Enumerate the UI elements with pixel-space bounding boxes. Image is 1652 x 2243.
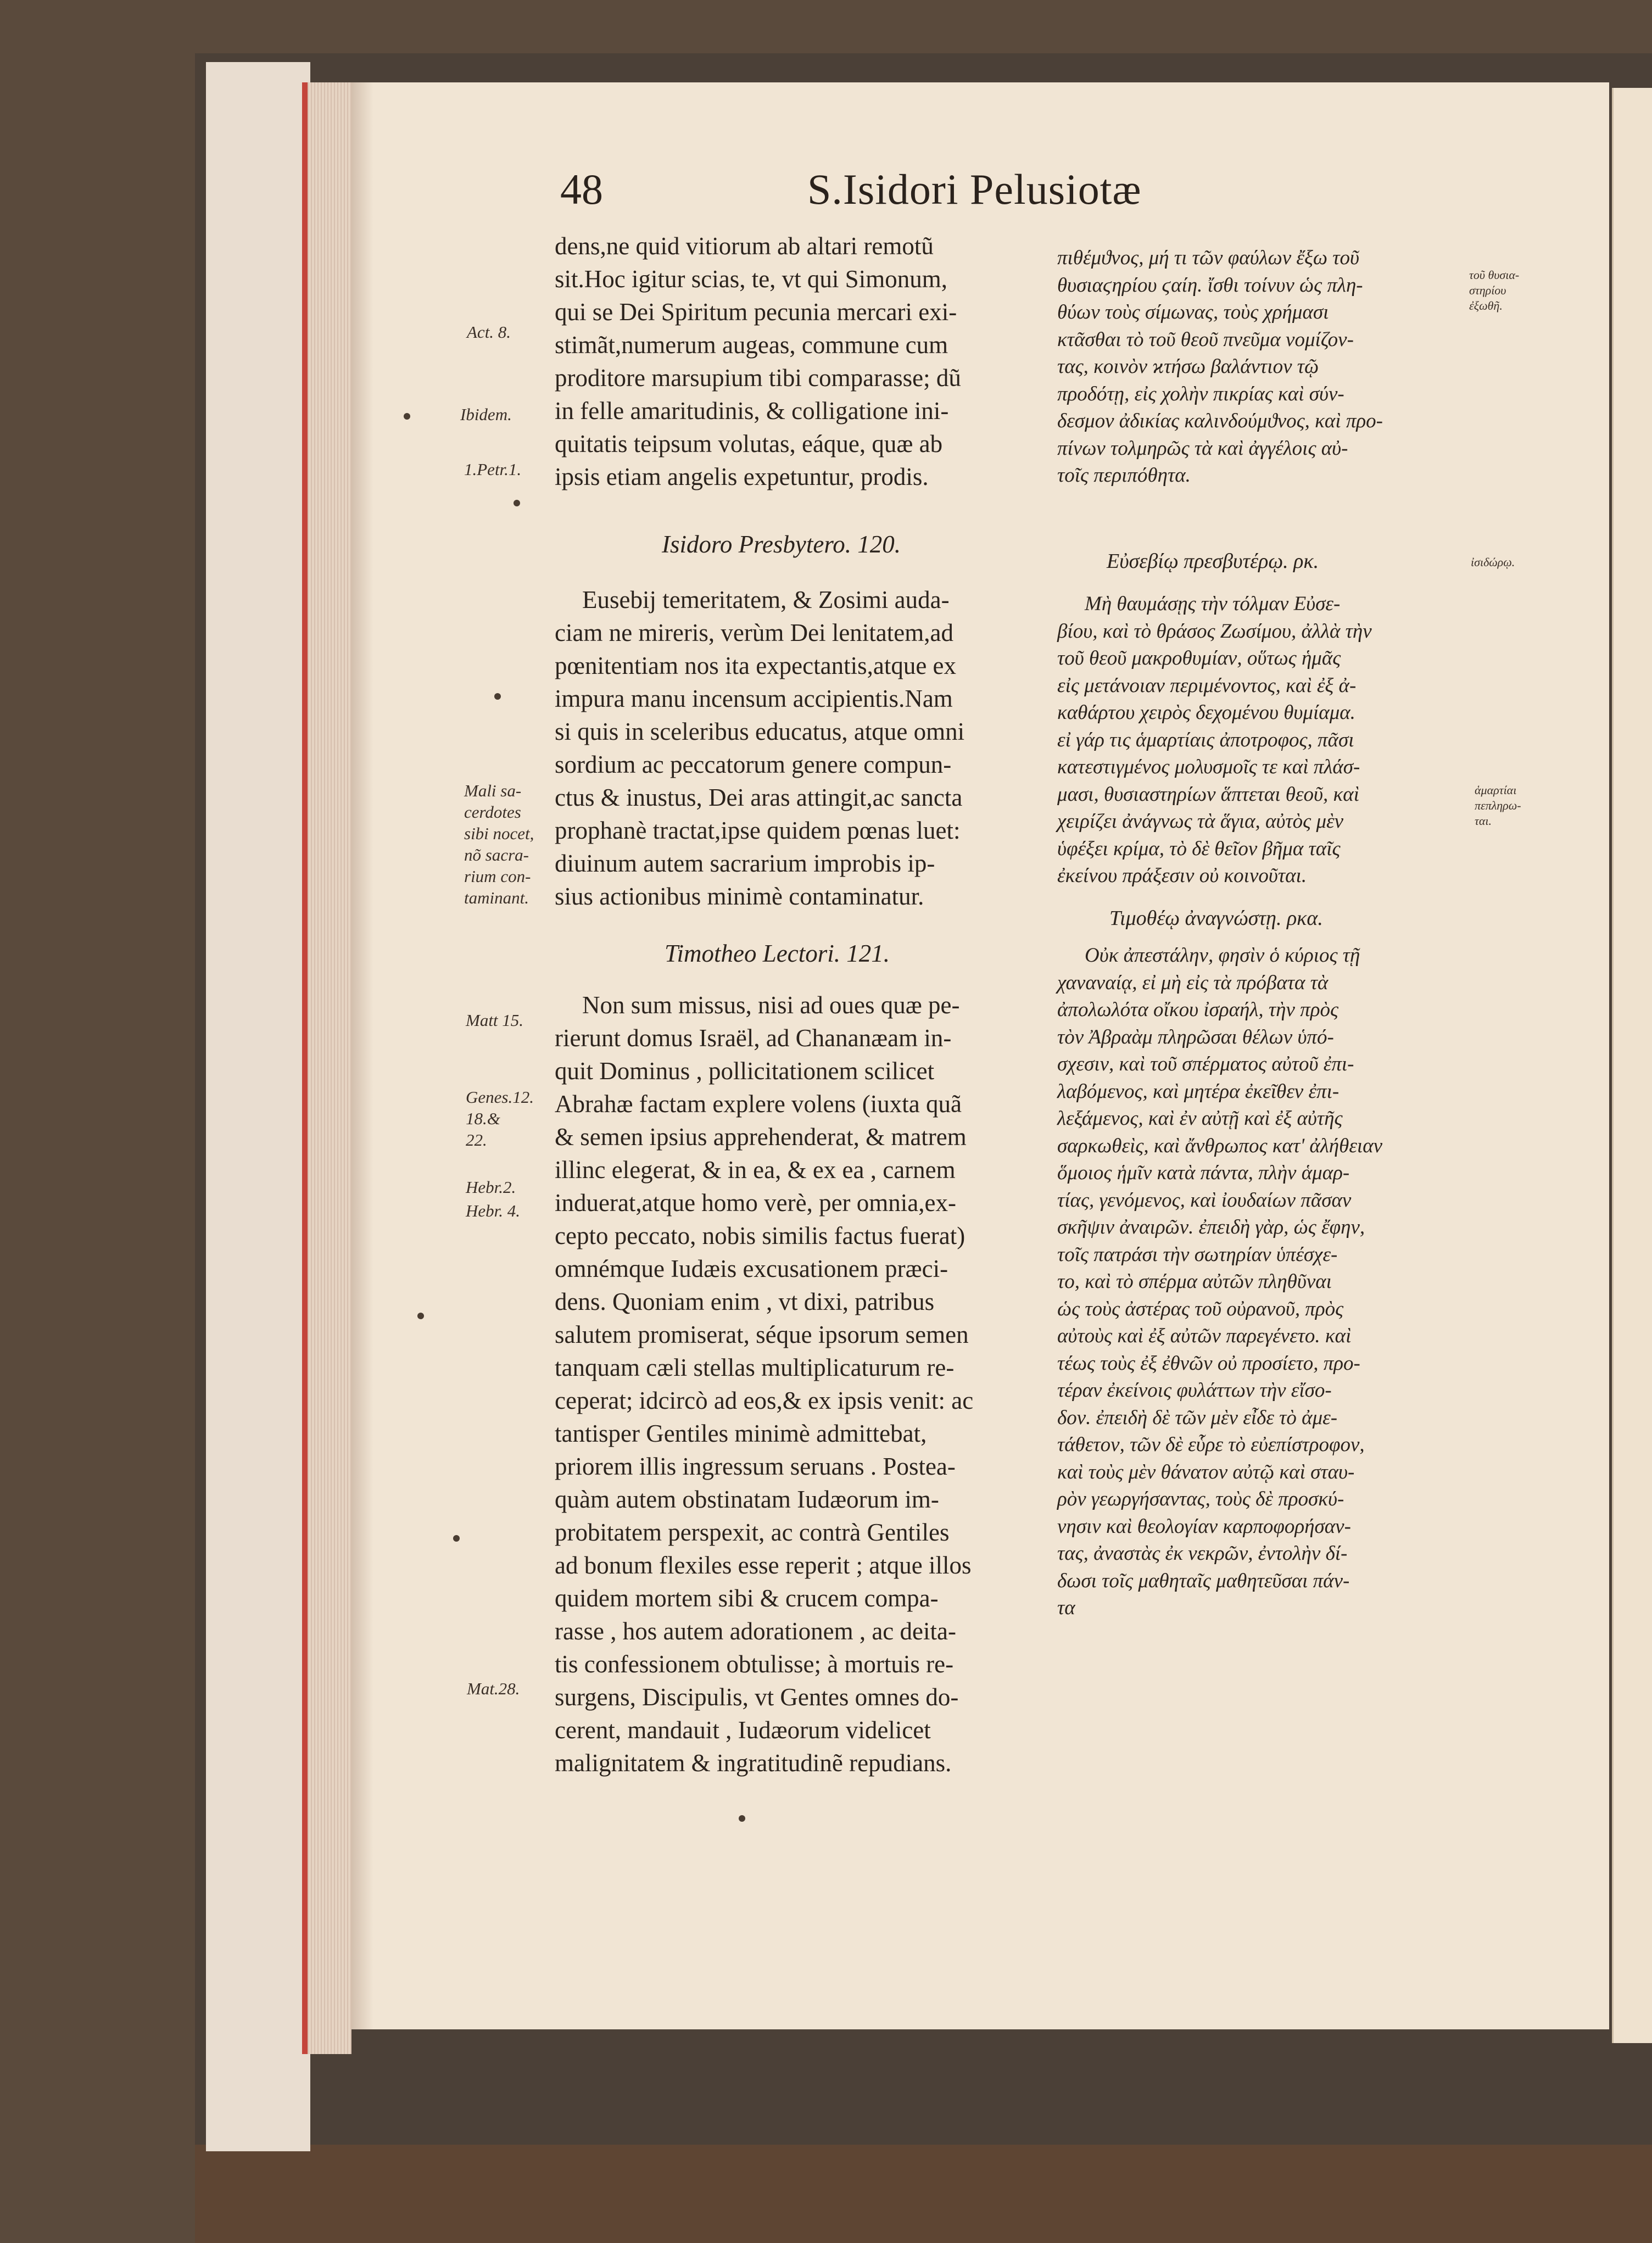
greek-text-line: τοῖς πατράσι τὴν σωτηρίαν ὑπέσχε- (1057, 1243, 1338, 1266)
greek-text-line: κτᾶσθαι τὸ τοῦ θεοῦ πνεῦμα νομίζον- (1057, 328, 1354, 351)
latin-text-line: pœnitentiam nos ita expectantis,atque ex (555, 652, 957, 679)
greek-text-line: σχεσιν, καὶ τοῦ σπέρματος αὐτοῦ ἐπι- (1057, 1053, 1354, 1075)
pastedown-paper (206, 62, 310, 2151)
margin-note-acts: Act. 8. (467, 322, 511, 342)
margin-note-line: cerdotes (464, 802, 521, 822)
latin-text-line: ciam ne mireris, verùm Dei lenitatem,ad (555, 619, 953, 646)
latin-text-line: sordium ac peccatorum genere compun- (555, 751, 952, 778)
greek-text-line: ὡς τοὺς ἀστέρας τοῦ οὐρανοῦ, πρὸς (1057, 1297, 1344, 1320)
greek-margin-note-line: ται. (1475, 814, 1492, 828)
greek-text-line: Οὐκ ἀπεστάλην, φησὶν ὁ κύριος τῇ (1085, 944, 1360, 967)
greek-text-line: ρὸν γεωργήσαντας, τοὺς δὲ προσκύ- (1057, 1488, 1344, 1510)
pin-hole (514, 500, 520, 506)
greek-margin-note-line: ἁμαρτίαι (1475, 783, 1517, 797)
latin-text-line: ad bonum flexiles esse reperit ; atque illos (555, 1552, 972, 1579)
binding-board-lower (195, 2145, 1652, 2243)
pin-hole (404, 413, 410, 420)
greek-text-line: θύων τοὺς σίμωνας, τοὺς χρήμασι (1057, 301, 1329, 323)
latin-text-line: tantisper Gentiles minimè admittebat, (555, 1420, 927, 1447)
greek-text-line: χαναναίᾳ, εἰ μὴ εἰς τὰ πρόβατα τὰ (1057, 971, 1329, 994)
latin-text-line: Abrahæ factam explere volens (iuxta quã (555, 1090, 962, 1118)
margin-note-matt15: Matt 15. (466, 1011, 524, 1030)
margin-note-line: Genes.12. (466, 1087, 534, 1107)
latin-text-line: cerent, mandauit , Iudæorum videlicet (555, 1716, 931, 1744)
greek-text-line: μασι, θυσιαστηρίων ἅπτεται θεοῦ, καὶ (1057, 783, 1359, 806)
greek-text-line: ὅμοιος ἡμῖν κατὰ πάντα, πλὴν ἁμαρ- (1057, 1162, 1350, 1184)
latin-text-line: tis confessionem obtulisse; à mortuis re- (555, 1650, 954, 1678)
margin-note-line: taminant. (464, 888, 529, 907)
margin-note-line: 22. (466, 1130, 487, 1150)
latin-text-line: quit Dominus , pollicitationem scilicet (555, 1057, 935, 1085)
greek-text-line: λαβόμενος, καὶ μητέρα ἐκεῖθεν ἐπι- (1057, 1080, 1340, 1103)
latin-text-line: induerat,atque homo verè, per omnia,ex- (555, 1189, 956, 1217)
page-stack (308, 82, 351, 2054)
greek-text-line: τέως τοὺς ἐξ ἐθνῶν οὐ προσίετο, προ- (1057, 1352, 1360, 1375)
greek-letter-heading-rk: Εὐσεβίῳ πρεσβυτέρῳ. ρκ. (1107, 550, 1319, 573)
greek-text-line: καθάρτου χειρὸς δεχομένου θυμίαμα. (1057, 701, 1355, 724)
greek-text-line: θυσιαϛηρίου ϛαίη. ἴσθι τοίνυν ὡς πλη- (1057, 274, 1363, 297)
greek-text-line: τοῦ θεοῦ μακροθυμίαν, οὕτως ἡμᾶς (1057, 647, 1341, 669)
greek-text-line: ἀπολωλότα οἴκου ἰσραήλ, τὴν πρὸς (1057, 998, 1338, 1021)
greek-text-line: ὑφέξει κρίμα, τὸ δὲ θεῖον βῆμα ταῖς (1057, 837, 1341, 860)
greek-margin-note-thysiastiriou (1469, 267, 1519, 314)
latin-text-line: malignitatem & ingratitudinẽ repudians. (555, 1749, 952, 1777)
greek-text-line: δον. ἐπειδὴ δὲ τῶν μὲν εἶδε τὸ ἀμε- (1057, 1406, 1338, 1429)
greek-text-line: δεσμον ἀδικίας καλινδούμϑνος, καὶ προ- (1057, 410, 1383, 432)
pin-hole (453, 1535, 460, 1542)
greek-margin-note-isidoro: ἰσιδώρῳ. (1471, 555, 1515, 569)
greek-text-line: εἰ γάρ τις ἁμαρτίαις ἀποτροφος, πᾶσι (1057, 728, 1354, 751)
latin-text-line: probitatem perspexit, ac contrà Gentiles (555, 1519, 950, 1546)
margin-note-petr: 1.Petr.1. (464, 460, 522, 479)
greek-text-line: αὐτοὺς καὶ ἐξ αὐτῶν παρεγένετο. καὶ (1057, 1325, 1352, 1347)
margin-note-mali-sacerdotes (464, 780, 534, 908)
margin-note-matt28: Mat.28. (467, 1679, 520, 1698)
latin-text-line: Non sum missus, nisi ad oues quæ pe- (582, 991, 960, 1019)
latin-text-line: surgens, Discipulis, vt Gentes omnes do- (555, 1683, 959, 1711)
latin-text-line: quidem mortem sibi & crucem compa- (555, 1584, 939, 1612)
latin-text-block-2 (555, 583, 1032, 913)
margin-note-line: nõ sacra- (464, 845, 529, 864)
margin-note-line: Mali sa- (464, 781, 522, 800)
greek-letter-heading-rka: Τιμοθέῳ ἀναγνώστῃ. ρκα. (1109, 907, 1323, 930)
latin-text-line: si quis in sceleribus educatus, atque omni (555, 718, 965, 745)
greek-text-block-3 (1057, 942, 1453, 1622)
margin-note-hebr2: Hebr.2. (466, 1178, 516, 1197)
greek-text-line: πιθέμϑνος, μή τι τῶν φαύλων ἔξω τοῦ (1057, 247, 1359, 269)
greek-text-line: λεξάμενος, καὶ ἐν αὐτῇ καὶ ἐξ αὐτῆς (1057, 1107, 1343, 1130)
greek-text-line: τέραν ἐκείνοις φυλάττων τὴν εἴσο- (1057, 1379, 1332, 1402)
greek-text-line: τας, ἀναστὰς ἐκ νεκρῶν, ἐντολὴν δί- (1057, 1542, 1348, 1565)
greek-text-line: ἐκείνου πράξεσιν οὐ κοινοῦται. (1057, 864, 1307, 887)
margin-note-line: rium con- (464, 867, 531, 886)
latin-text-line: omnémque Iudæis excusationem præci- (555, 1255, 948, 1282)
latin-text-line: illinc elegerat, & in ea, & ex ea , carnem (555, 1156, 956, 1184)
latin-text-line: tanquam cæli stellas multiplicaturum re- (555, 1354, 955, 1381)
latin-text-line: in felle amaritudinis, & colligatione ini- (555, 397, 949, 425)
latin-text-line: proditore marsupium tibi comparasse; dũ (555, 364, 961, 392)
greek-text-line: τὸν Ἀβραὰμ πληρῶσαι θέλων ὑπό- (1057, 1025, 1334, 1048)
greek-text-line: προδότῃ, εἰς χολὴν πικρίας καὶ σύν- (1057, 382, 1344, 405)
greek-text-line: εἰς μετάνοιαν περιμένοντος, καὶ ἐξ ἀ- (1057, 674, 1357, 697)
latin-text-line: sit.Hoc igitur scias, te, vt qui Simonum, (555, 265, 947, 293)
greek-text-line: σαρκωθεὶς, καὶ ἄνθρωπος κατ' ἀλήθειαν (1057, 1134, 1383, 1157)
latin-text-block-1 (555, 230, 1032, 493)
greek-text-line: τας, κοινὸν ϰτήσω βαλάντιον τῷ (1057, 355, 1319, 378)
greek-text-line: Μὴ θαυμάσῃς τὴν τόλμαν Εὐσε- (1085, 593, 1341, 615)
latin-text-line: salutem promiserat, séque ipsorum semen (555, 1321, 969, 1348)
greek-text-line: δωσι τοῖς μαθηταῖς μαθητεῦσαι πάν- (1057, 1569, 1350, 1592)
greek-text-line: σκῆψιν ἀναιρῶν. ἐπειδὴ γὰρ, ὡς ἔφην, (1057, 1216, 1365, 1238)
latin-text-line: priorem illis ingressum seruans . Postea- (555, 1453, 956, 1480)
pin-hole (494, 693, 501, 700)
greek-text-line: πίνων τολμηρῶς τὰ καὶ ἀγγέλοις αὐ- (1057, 437, 1348, 460)
greek-text-line: κατεστιγμένος μολυσμοῖς τε καὶ πλάσ- (1057, 756, 1360, 778)
latin-text-line: dens,ne quid vitiorum ab altari remotũ (555, 232, 934, 260)
latin-text-line: quitatis teipsum volutas, eáque, quæ ab (555, 430, 943, 457)
greek-text-line: νησιν καὶ θεολογίαν καρποφορήσαν- (1057, 1515, 1351, 1538)
greek-margin-note-line: τοῦ θυσια- (1469, 268, 1520, 282)
pin-hole (739, 1815, 745, 1822)
latin-text-line: prophanè tractat,ipse quidem pœnas luet: (555, 817, 961, 844)
latin-text-line: rasse , hos autem adorationem , ac deita- (555, 1617, 956, 1645)
margin-note-line: 18.& (466, 1109, 500, 1128)
greek-text-line: χειρίζει ἀνάγνως τὰ ἅγια, αὐτὸς μὲν (1057, 810, 1344, 833)
pin-hole (417, 1313, 424, 1319)
greek-text-block-2 (1057, 590, 1453, 890)
latin-text-line: dens. Quoniam enim , vt dixi, patribus (555, 1288, 935, 1315)
latin-text-line: ctus & inustus, Dei aras attingit,ac sancta (555, 784, 963, 811)
latin-text-line: impura manu incensum accipientis.Nam (555, 685, 953, 712)
margin-note-line: sibi nocet, (464, 824, 534, 843)
greek-text-block-1 (1057, 244, 1453, 489)
gutter-shadow (351, 82, 373, 2029)
latin-letter-heading-120: Isidoro Presbytero. 120. (662, 531, 901, 558)
margin-note-ibidem: Ibidem. (460, 405, 512, 424)
greek-text-line: τάθετον, τῶν δὲ εὗρε τὸ εὐεπίστροφον, (1057, 1433, 1365, 1456)
margin-note-genes (466, 1086, 534, 1151)
latin-text-line: rierunt domus Israël, ad Chananæam in- (555, 1024, 952, 1052)
greek-margin-note-line: πεπληρω- (1475, 799, 1521, 812)
latin-letter-heading-121: Timotheo Lectori. 121. (665, 940, 890, 967)
margin-note-hebr4: Hebr. 4. (466, 1201, 521, 1220)
latin-text-line: sius actionibus minimè contaminatur. (555, 883, 924, 910)
greek-text-line: τοῖς περιπόθητα. (1057, 464, 1191, 487)
greek-margin-note-hamartiai (1475, 783, 1521, 829)
latin-text-line: ipsis etiam angelis expetuntur, prodis. (555, 463, 929, 490)
latin-text-line: & semen ipsius apprehenderat, & matrem (555, 1123, 967, 1151)
page-number: 48 (560, 165, 603, 213)
greek-text-line: καὶ τοὺς μὲν θάνατον αὐτῷ καὶ σταυ- (1057, 1460, 1355, 1483)
greek-text-line: τα (1057, 1597, 1075, 1619)
latin-text-block-3 (555, 989, 1032, 1779)
latin-text-line: diuinum autem sacrarium improbis ip- (555, 850, 935, 877)
facing-page-edge (1612, 88, 1652, 2043)
greek-text-line: τίας, γενόμενος, καὶ ἰουδαίων πᾶσαν (1057, 1189, 1352, 1212)
running-title: S.Isidori Pelusiotæ (807, 165, 1142, 213)
latin-text-line: ceperat; idcircò ad eos,& ex ipsis venit: ac (555, 1387, 974, 1414)
greek-text-line: βίου, καὶ τὸ θράσος Ζωσίμου, ἀλλὰ τὴν (1057, 620, 1372, 643)
greek-margin-note-line: ἐξωθῆ. (1469, 299, 1503, 313)
latin-text-line: Eusebij temeritatem, & Zosimi auda- (582, 586, 950, 613)
greek-margin-note-line: στηρίου (1469, 283, 1506, 297)
greek-text-line: το, καὶ τὸ σπέρμα αὐτῶν πληθῦναι (1057, 1270, 1332, 1293)
latin-text-line: qui se Dei Spiritum pecunia mercari exi- (555, 298, 957, 326)
latin-text-line: quàm autem obstinatam Iudæorum im- (555, 1486, 939, 1513)
latin-text-line: stimãt,numerum augeas, commune cum (555, 331, 948, 359)
latin-text-line: cepto peccato, nobis similis factus fuerat) (555, 1222, 965, 1249)
